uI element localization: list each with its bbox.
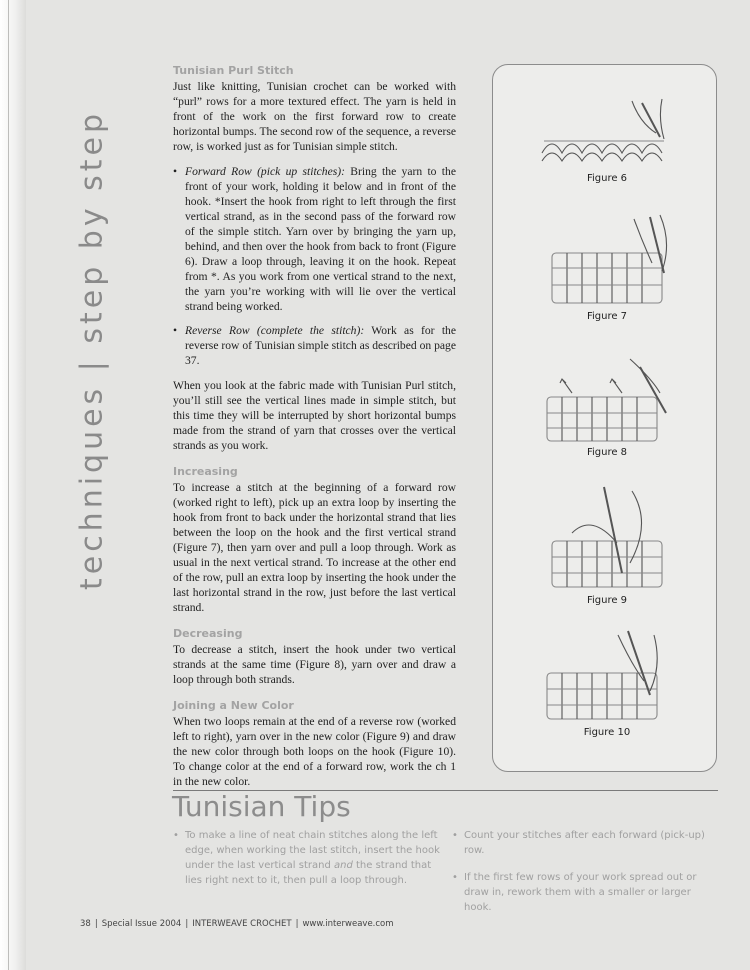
heading-joining-color: Joining a New Color xyxy=(173,699,294,712)
step-term: Reverse Row (complete the stitch): xyxy=(185,324,365,337)
joining-text: When two loops remain at the end of a reverse row (worked left to right), yarn over in the new color (Figure 9) and draw the new color through both loops on the hook (Figure 10). To change color at the end of a forward row, work the ch 1 in the new color. xyxy=(173,715,456,788)
main-column xyxy=(173,64,456,799)
tip-text-after: the strand that lies right next to it, then pull a loop through. xyxy=(185,860,432,886)
figure-7-caption: Figure 7 xyxy=(586,311,628,322)
tip-item xyxy=(173,828,448,888)
binding-line xyxy=(8,0,9,970)
purl-intro: Just like knitting, Tunisian crochet can be worked with “purl” rows for a more textured effect. The yarn is held in front of the work on the first forward row to create horizontal bumps. The second row of the sequence, a reverse row, is worked just as for Tunisian simple stitch. xyxy=(173,80,456,153)
figure-6-illustration xyxy=(532,93,682,171)
purl-after: When you look at the fabric made with Tunisian Purl stitch, you’ll still see the vertical lines made in simple stitch, but this time they will be interrupted by short horizontal bumps made from the strand of yarn that crosses over the vertical strands as you work. xyxy=(173,379,456,452)
footer-issue: Special Issue 2004 xyxy=(101,919,182,929)
tip-text-before: To make a line of neat chain stitches along the left edge, when working the last stitch, insert the hook under the last vertical strand xyxy=(185,830,440,871)
figure-9-caption: Figure 9 xyxy=(586,595,628,606)
side-label-text: techniques | step by step xyxy=(74,109,110,591)
figure-10 xyxy=(517,625,697,738)
step-text: Bring the yarn to the front of your work, holding it below and in front of the hook. *Insert the hook from right to left through the first vertical strand, as in the second pass of the forward row of the simple stitch. Yarn over by bringing the yarn up, behind, and then over the hook from back to front (Figure 6). Draw a loop through, leaving it on the hook. Repeat from *. As you work from one vertical strand to the next, the yarn you’re working with will lie over the vertical strand being worked. xyxy=(185,165,456,313)
tip-item: • If the first few rows of your work spread out or draw in, rework them with a smaller or larger hook. xyxy=(452,870,717,915)
heading-increasing: Increasing xyxy=(173,465,238,478)
heading-purl-stitch: Tunisian Purl Stitch xyxy=(173,64,294,77)
footer-magazine: INTERWEAVE CROCHET xyxy=(192,919,292,929)
step-term: Forward Row (pick up stitches): xyxy=(185,165,345,178)
increasing-text: To increase a stitch at the beginning of a forward row (worked right to left), pick up an extra loop by inserting the hook from front to back under the horizontal strand that lies between the loop on the hook and the first vertical strand (Figure 7), then yarn over and pull a loop through. Work as usual in the next vertical strand. To increase at the other end of the row, pull an extra loop by inserting the hook under the last horizontal strand in the row, just before the last vertical strand. xyxy=(173,481,456,614)
footer-page-number: 38 xyxy=(80,919,91,929)
figure-8-illustration xyxy=(532,353,682,445)
figure-9-illustration xyxy=(532,483,682,593)
figure-8-caption: Figure 8 xyxy=(586,447,628,458)
figure-8 xyxy=(517,353,697,458)
tip-text-emphasis: and xyxy=(333,860,353,871)
tips-title: Tunisian Tips xyxy=(172,790,351,823)
figure-7-illustration xyxy=(532,213,682,309)
tips-right-column xyxy=(452,828,717,927)
figure-7 xyxy=(517,213,697,322)
figure-10-caption: Figure 10 xyxy=(583,727,631,738)
figure-6 xyxy=(517,93,697,184)
figure-panel xyxy=(492,64,717,772)
step-forward-row xyxy=(173,164,456,314)
step-reverse-row xyxy=(173,323,456,368)
figure-6-caption: Figure 6 xyxy=(586,173,628,184)
page-footer: 38 | Special Issue 2004 | INTERWEAVE CROCHET | www.interweave.com xyxy=(80,919,394,929)
tips-left-column xyxy=(173,828,448,900)
figure-10-illustration xyxy=(532,625,682,725)
decreasing-text: To decrease a stitch, insert the hook under two vertical strands at the same time (Figure 8), yarn over and draw a loop through both strands. xyxy=(173,643,456,686)
side-label xyxy=(62,109,122,591)
figure-9 xyxy=(517,483,697,606)
tip-item: • Count your stitches after each forward (pick-up) row. xyxy=(452,828,717,858)
footer-url: www.interweave.com xyxy=(302,919,394,929)
step-text: Work as for the reverse row of Tunisian simple stitch as described on page 37. xyxy=(185,324,456,367)
heading-decreasing: Decreasing xyxy=(173,627,243,640)
purl-steps xyxy=(173,164,456,368)
page-binding-shadow xyxy=(0,0,26,970)
